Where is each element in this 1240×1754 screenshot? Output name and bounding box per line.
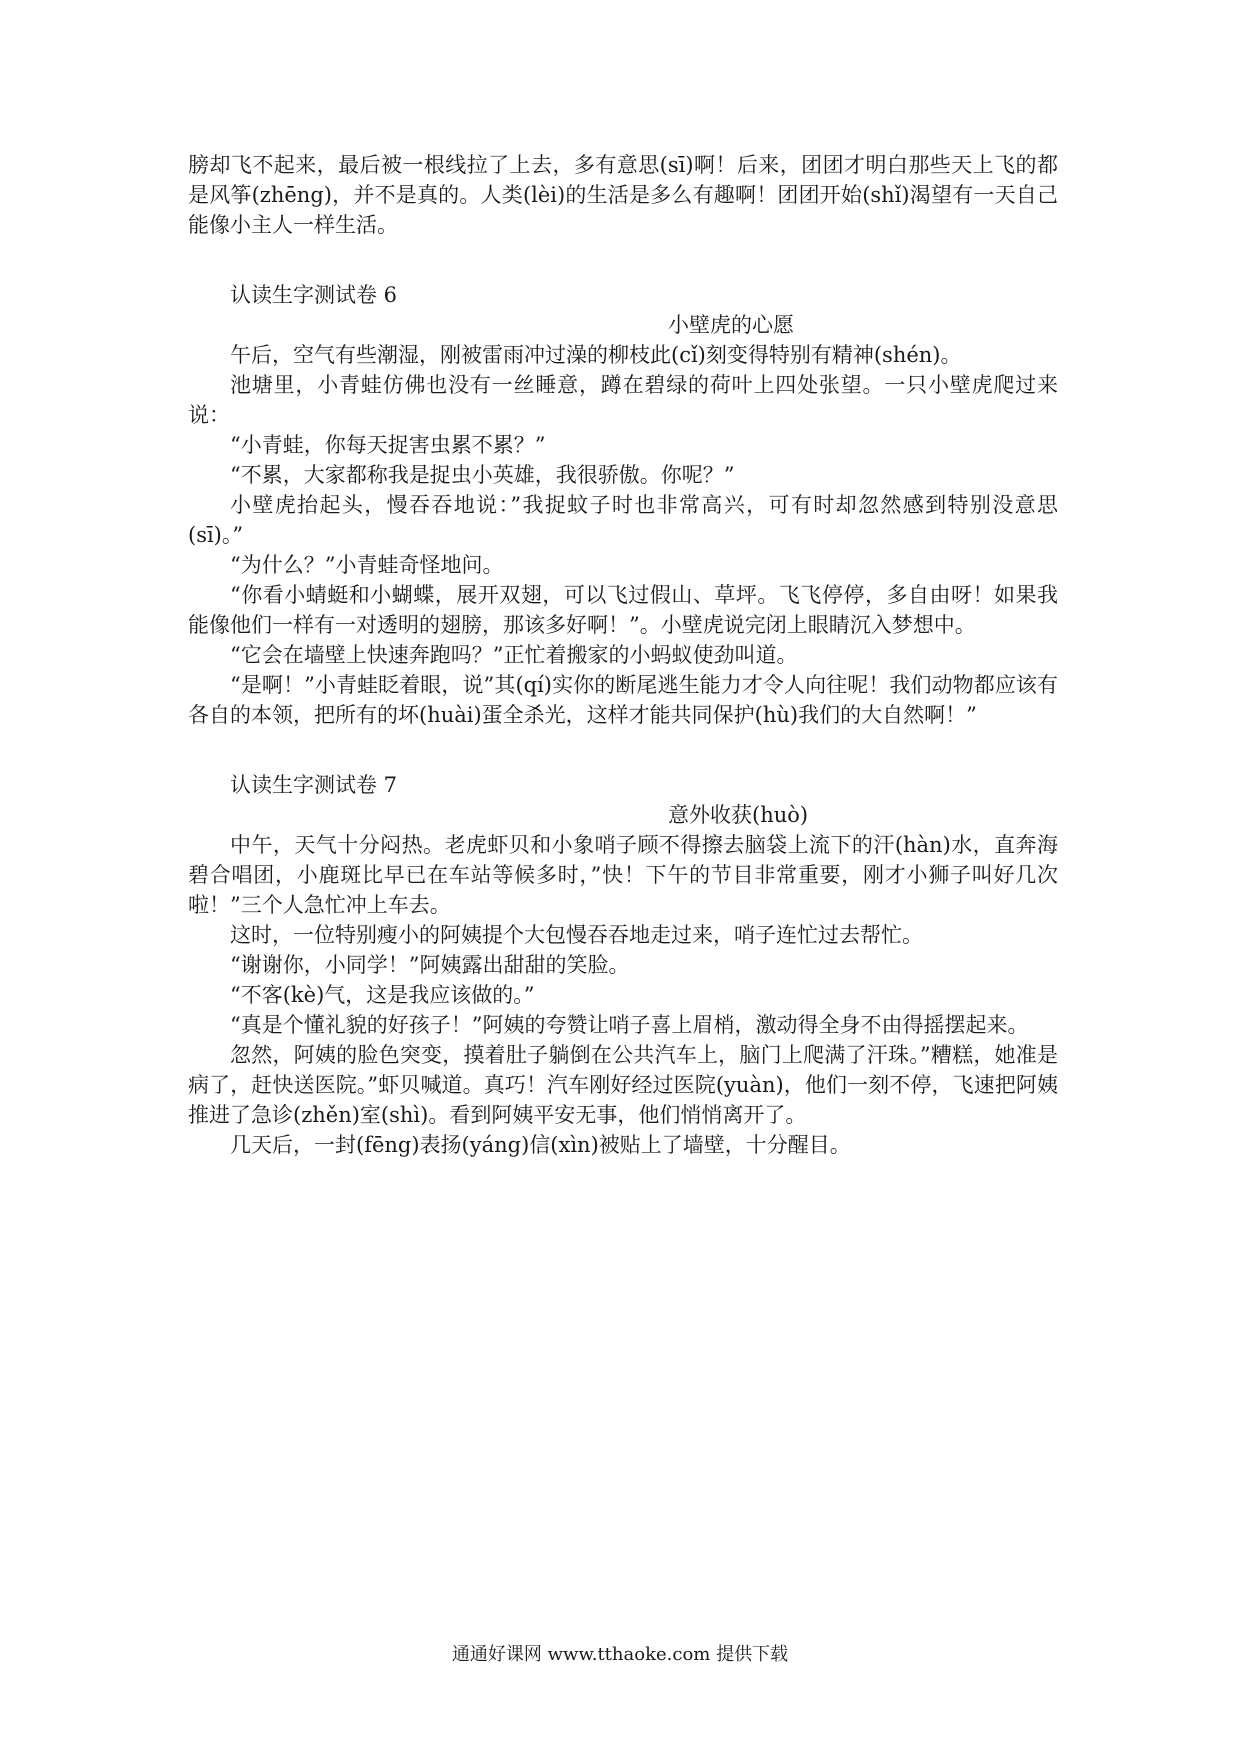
test7-paragraph: 忽然，阿姨的脸色突变，摸着肚子躺倒在公共汽车上，脑门上爬满了汗珠。”糟糕，她准是病了，赶快送医院。”虾贝喊道。真巧！汽车刚好经过医院(yuàn)，他们一刻不停，飞速把阿姨推进了急诊(zhěn)室(shì)。看到阿姨平安无事，他们悄悄离开了。 bbox=[188, 1043, 1058, 1127]
section-gap bbox=[188, 730, 1058, 770]
test7-label: 认读生字测试卷 7 bbox=[230, 773, 398, 797]
test7-paragraph: “谢谢你，小同学！”阿姨露出甜甜的笑脸。 bbox=[230, 953, 630, 977]
test7-paragraph: 这时，一位特别瘦小的阿姨提个大包慢吞吞地走过来，哨子连忙过去帮忙。 bbox=[230, 923, 923, 947]
test6-paragraph: 午后，空气有些潮湿，刚被雷雨冲过澡的柳枝此(cǐ)刻变得特别有精神(shén)。 bbox=[230, 343, 962, 367]
test6-paragraph: “为什么？”小青蛙奇怪地问。 bbox=[230, 553, 504, 577]
test6-paragraph: “你看小蜻蜓和小蝴蝶，展开双翅，可以飞过假山、草坪。飞飞停停，多自由呀！如果我能像他们一样有一对透明的翅膀，那该多好啊！”。小壁虎说完闭上眼睛沉入梦想中。 bbox=[188, 583, 1058, 637]
test7-paragraph: “真是个懂礼貌的好孩子！”阿姨的夸赞让哨子喜上眉梢，激动得全身不由得摇摆起来。 bbox=[230, 1013, 1029, 1037]
continuation-paragraph: 膀却飞不起来，最后被一根线拉了上去，多有意思(sī)啊！后来，团团才明白那些天上飞的都是风筝(zhēng)，并不是真的。人类(lèi)的生活是多么有趣啊！团团开始(shǐ)渴望有一天自己能像小主人一样生活。 bbox=[188, 153, 1058, 237]
test6-paragraph: “小青蛙，你每天捉害虫累不累？” bbox=[230, 433, 546, 457]
test6-paragraph: 池塘里，小青蛙仿佛也没有一丝睡意，蹲在碧绿的荷叶上四处张望。一只小壁虎爬过来说： bbox=[188, 373, 1058, 427]
test6-section bbox=[188, 280, 1058, 730]
test7-paragraph: 中午，天气十分闷热。老虎虾贝和小象哨子顾不得擦去脑袋上流下的汗(hàn)水，直奔海碧合唱团，小鹿斑比早已在车站等候多时，”快！下午的节目非常重要，刚才小狮子叫好几次啦！”三个人急忙冲上车去。 bbox=[188, 833, 1058, 917]
test7-paragraph: 几天后，一封(fēng)表扬(yáng)信(xìn)被贴上了墙壁，十分醒目。 bbox=[230, 1133, 851, 1157]
section-gap bbox=[188, 240, 1058, 280]
test7-paragraph: “不客(kè)气，这是我应该做的。” bbox=[230, 983, 535, 1007]
test6-paragraph: “不累，大家都称我是捉虫小英雄，我很骄傲。你呢？” bbox=[230, 463, 735, 487]
test6-label: 认读生字测试卷 6 bbox=[230, 283, 398, 307]
test7-title: 意外收获(huò) bbox=[668, 803, 809, 827]
test6-paragraph: “它会在墙壁上快速奔跑吗？”正忙着搬家的小蚂蚁使劲叫道。 bbox=[230, 643, 798, 667]
test6-title: 小壁虎的心愿 bbox=[668, 313, 794, 337]
test6-paragraph: 小壁虎抬起头，慢吞吞地说：”我捉蚊子时也非常高兴，可有时却忽然感到特别没意思(sī)。” bbox=[188, 493, 1058, 547]
test7-section bbox=[188, 770, 1058, 1160]
test6-paragraph: “是啊！”小青蛙眨着眼，说”其(qí)实你的断尾逃生能力才令人向往呢！我们动物都应该有各自的本领，把所有的坏(huài)蛋全杀光，这样才能共同保护(hù)我们的大自然啊！” bbox=[188, 673, 1058, 727]
footer-download-note: 通通好课网 www.tthaoke.com 提供下载 bbox=[451, 1644, 789, 1665]
document-body bbox=[188, 150, 1058, 1160]
